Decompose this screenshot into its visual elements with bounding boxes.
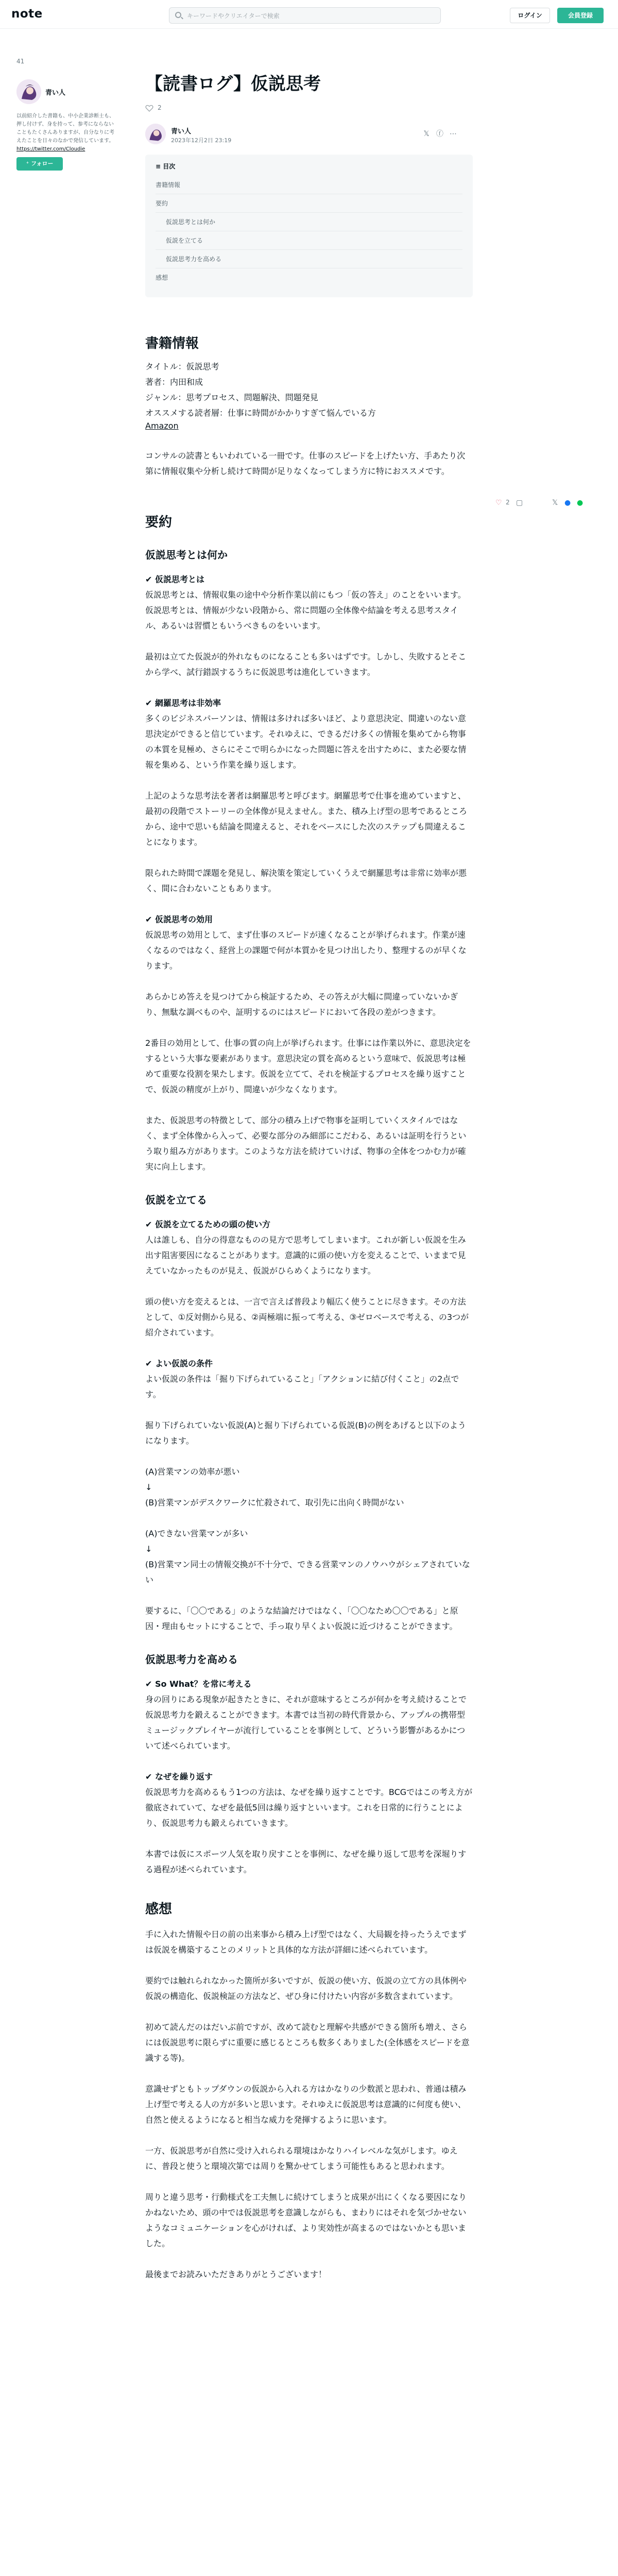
table-of-contents	[145, 155, 473, 297]
toc-item[interactable]: 仮説思考力を高める	[156, 250, 462, 268]
subsection-heading: 仮説思考とは何か	[145, 549, 228, 561]
paragraph: 2番目の効用として、仕事の質の向上が挙げられます。仕事には作業以外に、意思決定をするという大事な要素があります。意思決定の質を高めるという意味で、仮説思考は極めて重要な役割を果たします。仮説を立てて、それを検証するプロセスを繰り返すことで、仮説の精度が上がり、間違いが少なくなります。	[145, 1038, 471, 1094]
paragraph: よい仮説の条件は「掘り下げられていること」「アクションに結び付くこと」の2点です。	[145, 1374, 459, 1399]
x-icon[interactable]: 𝕏	[552, 499, 558, 507]
toc-item[interactable]: 仮説思考とは何か	[156, 213, 462, 231]
article	[145, 72, 473, 2282]
paragraph: 一方、仮説思考が自然に受け入れられる環境はかなりハイレベルな気がします。ゆえに、普段と使うと環境次第では周りを驚かせてしまう可能性もあると思われます。	[145, 2146, 458, 2171]
toc-heading-label: 目次	[163, 163, 176, 170]
float-like-count: 2	[506, 499, 510, 506]
paragraph: 要約では触れられなかった箇所が多いですが、仮説の使い方、仮説の立て方の具体例や仮説の構造化、仮説検証の方法など、ぜひ身に付けたい内容が多数含まれています。	[145, 1976, 467, 2001]
paragraph: 初めて読んだのはだいぶ前ですが、改めて読むと理解や共感ができる箇所も増え、さらには仮説思考に限らずに重要に感じるところも数多くありました(全体感をスピードを意識する等)。	[145, 2022, 470, 2063]
toc-item[interactable]: 感想	[156, 274, 168, 281]
book-info-line: オススメする読者層：仕事に時間がかかりすぎて悩んでいる方	[145, 408, 376, 418]
check-heading: ✔ So What？を常に考える	[145, 1679, 252, 1689]
line-icon[interactable]: ●	[577, 499, 583, 507]
check-heading: ✔ 仮説思考の効用	[145, 914, 213, 924]
section-heading-impression: 感想	[145, 1902, 173, 1917]
arrow-line: ↓	[145, 1482, 152, 1492]
example-line: (A)できない営業マンが多い	[145, 1529, 248, 1538]
book-info-line: ジャンル：思考プロセス、問題解決、問題発見	[145, 393, 318, 402]
search-icon	[175, 12, 181, 18]
author-sidebar	[16, 58, 114, 171]
check-heading: ✔ 仮説思考とは	[145, 574, 204, 584]
search-input[interactable]	[187, 11, 434, 21]
subsection-heading: 仮説を立てる	[145, 1194, 207, 1206]
check-heading: ✔ よい仮説の条件	[145, 1359, 213, 1368]
x-icon[interactable]: 𝕏	[423, 130, 430, 138]
toc-heading[interactable]	[156, 162, 462, 171]
avatar[interactable]	[145, 124, 166, 144]
subsection-heading: 仮説思考力を高める	[145, 1653, 238, 1666]
paragraph: 仮説思考力を高めるもう1つの方法は、なぜを繰り返すことです。BCGではこの考え方が徹底されていて、なぜを最低5回は繰り返すといいます。これを日常的に行うことにより、仮説思考力も鍛えられていきます。	[145, 1787, 473, 1828]
header	[0, 0, 618, 29]
toc-item[interactable]: 書籍情報	[156, 176, 462, 194]
sidebar-author-name[interactable]: 青い人	[45, 89, 66, 97]
signup-button[interactable]: 会員登録	[557, 8, 604, 23]
sidebar-bio: 以前紹介した書籍も、中小企業診断士も、押し付けず、身を持って、参考にならないこともたくさんありますが、自分なりに考えたことを日々のなかで発信しています。	[16, 113, 114, 144]
comment-icon[interactable]: ▢	[516, 499, 523, 507]
paragraph: あらかじめ答えを見つけてから検証するため、その答えが大幅に間違っていないかぎり、無駄な調べものや、証明するのにはスピードにおいて各段の差がつきます。	[145, 992, 458, 1017]
person-plus-icon: ⁺	[26, 160, 29, 167]
paragraph: 最初は立てた仮説が的外れなものになることも多いはずです。しかし、失敗するとそこから学べ、試行錯誤するうちに仮説思考は進化していきます。	[145, 652, 467, 677]
paragraph: 人は誰しも、自分の得意なものの見方で思考してしまいます。これが新しい仮説を生み出す阻害要因になることがあります。意識的に頭の使い方を変えることで、いままで見えていなかったものが見え、仮説がひらめくようになります。	[145, 1235, 466, 1276]
floating-actions	[495, 499, 614, 512]
paragraph: 本書では仮にスポーツ人気を取り戻すことを事例に、なぜを繰り返して思考を深堀りする過程が述べられています。	[145, 1849, 467, 1874]
top-like	[145, 103, 473, 114]
facebook-icon[interactable]: ●	[564, 499, 571, 507]
paragraph: 周りと違う思考・行動様式を工夫無しに続けてしまうと成果が出にくくなる要因になりかねないため、頭の中では仮説思考を意識しながらも、まわりにはそれを気づかせないようなコミュニケーションを心がければ、より実効性が高まるのではないかとも思いました。	[145, 2192, 467, 2248]
paragraph: 要するに、「〇〇である」のような結論だけではなく、「〇〇なため〇〇である」と原因・理由もセットにすることで、手っ取り早くよい仮説に近づけることができます。	[145, 1606, 458, 1631]
sidebar-follow-label: フォロー	[31, 160, 54, 167]
section-heading-book-info: 書籍情報	[145, 336, 199, 351]
paragraph: 頭の使い方を変えるとは、一言で言えば普段より幅広く使うことに尽きます。その方法として、①反対側から見る、②両極端に振って考える、③ゼロベースで考える、の3つが紹介されています。	[145, 1297, 469, 1337]
article-title: 【読書ログ】仮説思考	[145, 74, 321, 94]
paragraph: 意識せずともトップダウンの仮説から入れる方はかなりの少数派と思われ、普通は積み上げ型で考える人の方が多いと思います。それゆえに仮説思考は意識的に何度も使い、自然と使えるようになると相当な威力を発揮するように思います。	[145, 2084, 467, 2125]
check-heading: ✔ 網羅思考は非効率	[145, 698, 221, 708]
login-button[interactable]: ログイン	[510, 8, 550, 23]
example-line: (A)営業マンの効率が悪い	[145, 1467, 240, 1477]
book-intro: コンサルの読書ともいわれている一冊です。仕事のスピードを上げたい方、手あたり次第に情報収集や分析し続けて時間が足りなくなってしまう方に特におススメです。	[145, 451, 466, 476]
paragraph: 多くのビジネスパーソンは、情報は多ければ多いほど、より意思決定、間違いのない意思決定ができると信じています。それゆえに、できるだけ多くの情報を集めてから物事の本質を見極め、さらにそこで明らかになった問題に答えを出すために、また必要な情報を集める、という作業を繰り返します。	[145, 714, 467, 770]
sidebar-profile[interactable]	[16, 79, 114, 104]
paragraph: 身の回りにある現象が起きたときに、それが意味するところが何かを考え続けることで仮説思考力を鍛えることができます。本書では当初の時代背景から、アップルの携帯型ミュージックプレイヤーが流行していることを事例として、どういう影響があるかについて述べられています。	[145, 1694, 467, 1751]
book-info-line: 著者：内田和成	[145, 377, 203, 387]
paragraph: 限られた時間で課題を発見し、解決策を策定していくうえで網羅思考は非常に効率が悪く、間に合わないこともあります。	[145, 868, 467, 893]
sidebar-twitter-link[interactable]: https://twitter.com/Cloudie	[16, 146, 85, 152]
paragraph: 掘り下げられていない仮説(A)と掘り下げられている仮説(B)の例をあげると以下のようになります。	[145, 1420, 466, 1446]
note-logo[interactable]: note	[11, 7, 43, 21]
list-icon: ≡	[156, 163, 163, 170]
publish-date: 2023年12月2日 23:19	[171, 137, 232, 144]
section-heading-summary: 要約	[145, 515, 173, 530]
author-name[interactable]: 青い人	[171, 128, 192, 135]
arrow-line: ↓	[145, 1544, 152, 1554]
like-count: 2	[158, 104, 162, 111]
paragraph: 上記のような思考法を著者は網羅思考と呼びます。網羅思考で仕事を進めていますと、最初の段階でストーリーの全体像が見えません。また、積み上げ型の思考であるところから、途中で思いも結論を間違えると、それをベースにした次のステップも間違えることになります。	[145, 791, 467, 847]
sidebar-follow-button[interactable]	[16, 157, 63, 171]
search-box[interactable]	[169, 7, 441, 24]
book-info-line: タイトル：仮説思考	[145, 362, 219, 371]
heart-icon[interactable]	[145, 104, 153, 112]
avatar[interactable]	[16, 79, 41, 104]
paragraph: また、仮説思考の特徴として、部分の積み上げで物事を証明していくスタイルではなく、まず全体像から入って、必要な部分のみ細部にこだわる、あるいは証明を行うという取り組み方があります。このような方法を続けていけば、物事の全体をつかむ力が確実に向上します。	[145, 1115, 467, 1172]
paragraph: 手に入れた情報や日の前の出来事から積み上げ型ではなく、大局観を持ったうえでまずは仮説を構築することのメリットと具体的な方法が詳細に述べられています。	[145, 1929, 467, 1955]
check-heading: ✔ なぜを繰り返す	[145, 1772, 213, 1782]
author-row-icons	[421, 129, 473, 140]
author-row	[145, 124, 473, 148]
sidebar-count: 41	[16, 58, 25, 65]
amazon-link[interactable]: Amazon	[145, 421, 179, 431]
example-line: (B)営業マンがデスクワークに忙殺されて、取引先に出向く時間がない	[145, 1498, 404, 1507]
check-heading: ✔ 仮説を立てるための頭の使い方	[145, 1219, 270, 1229]
example-line: (B)営業マン同士の情報交換が不十分で、できる営業マンのノウハウがシェアされていない	[145, 1560, 470, 1585]
toc-item[interactable]: 要約	[156, 194, 462, 213]
toc-item[interactable]: 仮説を立てる	[156, 231, 462, 250]
more-icon[interactable]: ⋯	[450, 130, 457, 138]
paragraph: 仮説思考とは、情報収集の途中や分析作業以前にもつ「仮の答え」のことをいいます。仮説思考とは、情報が少ない段階から、常に問題の全体像や結論を考える思考スタイル、あるいは習慣ともいうべきものをいいます。	[145, 590, 466, 631]
paragraph: 仮説思考の効用として、まず仕事のスピードが速くなることが挙げられます。作業が速くなるのではなく、経営上の課題で何が本質かを見つけ出したり、整理するのが早くなります。	[145, 930, 467, 971]
facebook-icon[interactable]: ⓕ	[436, 130, 443, 138]
heart-icon[interactable]: ♡	[495, 499, 502, 507]
paragraph: 最後までお読みいただきありがとうございます！	[145, 2269, 327, 2279]
